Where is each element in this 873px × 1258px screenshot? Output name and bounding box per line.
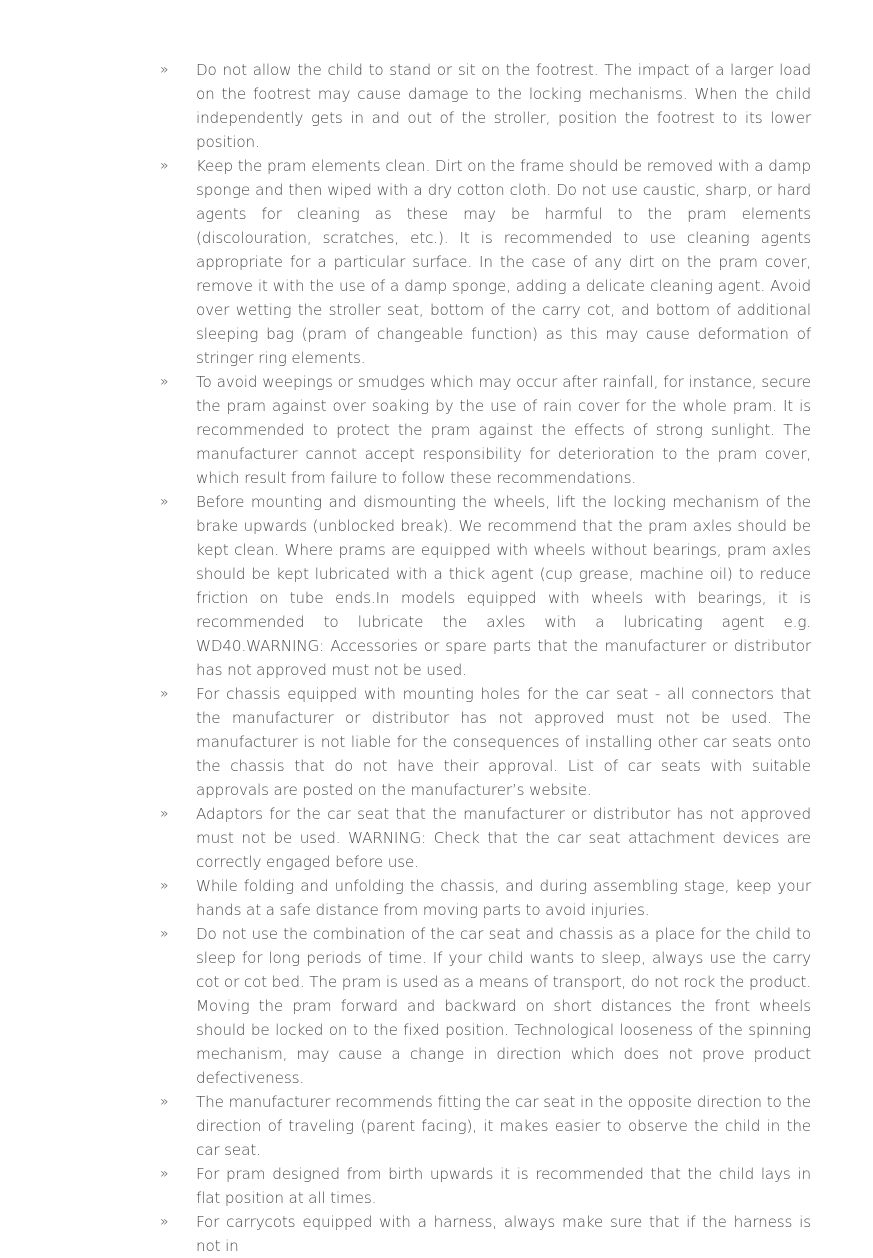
bullet-marker: » [160,1214,169,1230]
list-item [158,154,811,370]
list-item-text: For carrycots equipped with a harness, always make sure that if the harness is not in [196,1213,811,1255]
list-item-text: Do not use the combination of the car seat and chassis as a place for the child to sleep for long periods of time. If your child wants to sleep, always use the carry cot or cot bed. The pram is used as a means of transport, do not rock the product. Moving the pram forward and backward on short distances the front wheels should be locked on to the fixed position. Technological looseness of the spinning mechanism, may cause a change in direction which does not prove product defectiveness. [196,925,811,1087]
list-item [158,1210,811,1258]
list-item [158,1162,811,1210]
bullet-marker: » [160,1166,169,1182]
list-item [158,874,811,922]
bullet-marker: » [160,686,169,702]
list-item-text: For chassis equipped with mounting holes for the car seat - all connectors that the manufacturer or distributor has not approved must not be used. The manufacturer is not liable for the consequences of installing other car seats onto the chassis that do not have their approval. List of car seats with suitable approvals are posted on the manufacturer’s website. [196,685,811,799]
bullet-marker: » [160,1094,169,1110]
bullet-marker: » [160,494,169,510]
bullet-marker: » [160,158,169,174]
list-item [158,490,811,682]
bullet-marker: » [160,926,169,942]
instruction-list [158,58,811,1258]
list-item [158,370,811,490]
list-item-text: The manufacturer recommends fitting the car seat in the opposite direction to the direction of traveling (parent facing), it makes easier to observe the child in the car seat. [196,1093,811,1159]
list-item-text: For pram designed from birth upwards it is recommended that the child lays in flat position at all times. [196,1165,811,1207]
list-item [158,1090,811,1162]
list-item-text: Adaptors for the car seat that the manufacturer or distributor has not approved must not be used. WARNING: Check that the car seat attachment devices are correctly engaged before use. [196,805,811,871]
bullet-marker: » [160,374,169,390]
list-item [158,922,811,1090]
list-item [158,802,811,874]
list-item-text: To avoid weepings or smudges which may occur after rainfall, for instance, secure the pram against over soaking by the use of rain cover for the whole pram. It is recommended to protect the pram against the effects of strong sunlight. The manufacturer cannot accept responsibility for deterioration to the pram cover, which result from failure to follow these recommendations. [196,373,811,487]
bullet-marker: » [160,878,169,894]
list-item-text: Keep the pram elements clean. Dirt on the frame should be removed with a damp sponge and then wiped with a dry cotton cloth. Do not use caustic, sharp, or hard agents for cleaning as these may be harmful to the pram elements (discolouration, scratches, etc.). It is recommended to use cleaning agents appropriate for a particular surface. In the case of any dirt on the pram cover, remove it with the use of a damp sponge, adding a delicate cleaning agent. Avoid over wetting the stroller seat, bottom of the carry cot, and bottom of additional sleeping bag (pram of changeable function) as this may cause deformation of stringer ring elements. [196,157,811,367]
list-item-text: While folding and unfolding the chassis, and during assembling stage, keep your hands at a safe distance from moving parts to avoid injuries. [196,877,811,919]
bullet-marker: » [160,62,169,78]
list-item-text: Do not allow the child to stand or sit on the footrest. The impact of a larger load on the footrest may cause damage to the locking mechanisms. When the child independently gets in and out of the stroller, position the footrest to its lower position. [196,61,811,151]
list-item-text: Before mounting and dismounting the wheels, lift the locking mechanism of the brake upwards (unblocked break). We recommend that the pram axles should be kept clean. Where prams are equipped with wheels without bearings, pram axles should be kept lubricated with a thick agent (cup grease, machine oil) to reduce friction on tube ends.In models equipped with wheels with bearings, it is recommended to lubricate the axles with a lubricating agent e.g. WD40.WARNING: Accessories or spare parts that the manufacturer or distributor has not approved must not be used. [196,493,811,679]
list-item [158,682,811,802]
list-item [158,58,811,154]
bullet-marker: » [160,806,169,822]
